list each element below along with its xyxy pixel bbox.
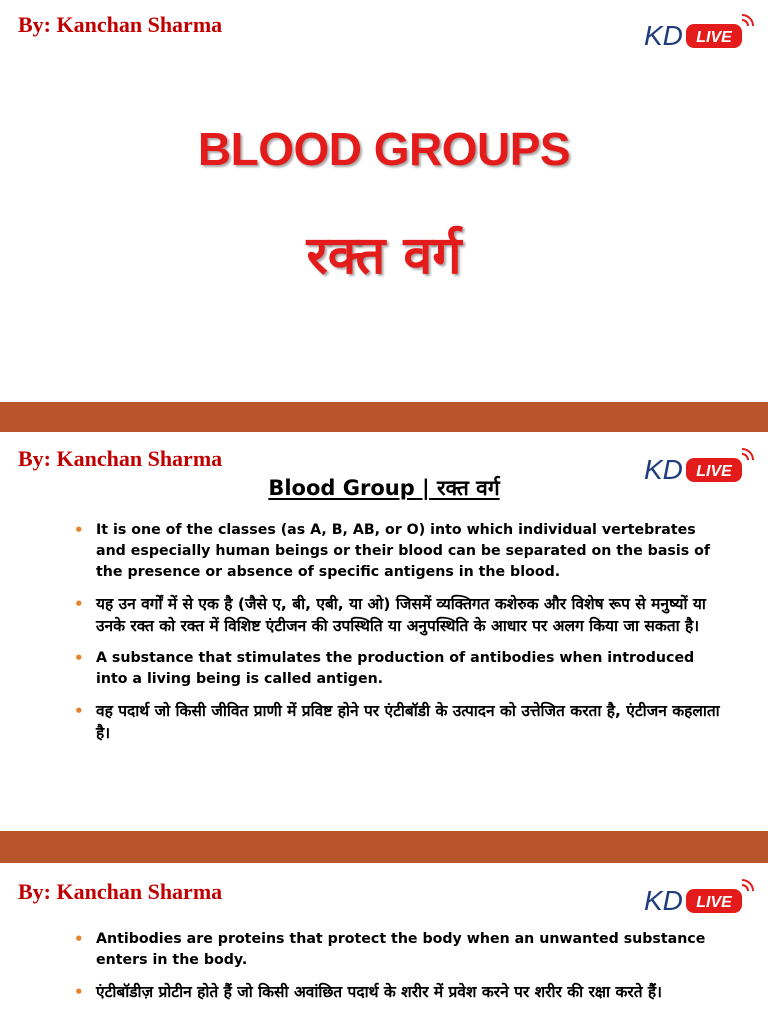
list-item: • Antibodies are proteins that protect the body when an unwanted substance enters in the body. <box>70 929 720 971</box>
list-item: • यह उन वर्गों में से एक है (जैसे ए, बी, एबी, या ओ) जिसमें व्यक्तिगत कशेरुक और विशेष रूप से मनुष्यों या उनके रक्त को रक्त में विशिष्ट एंटीजन की उपस्थिति या अनुपस्थिति के आधार पर अलग किया जा सकता है। <box>70 594 720 637</box>
author-label: By: Kanchan Sharma <box>18 879 223 904</box>
title-english: BLOOD GROUPS <box>197 123 571 175</box>
logo-live-text: LIVE <box>696 463 732 480</box>
slide-title <box>0 0 768 402</box>
kd-letters-icon: KD <box>644 20 683 51</box>
title-hindi: रक्त वर्ग <box>306 226 462 286</box>
bullet-list <box>70 929 720 1015</box>
slide-separator <box>0 402 768 432</box>
author-label: By: Kanchan Sharma <box>18 12 223 37</box>
kd-letters-icon: KD <box>644 454 683 485</box>
slide-definition <box>0 432 768 831</box>
list-item: • एंटीबॉडीज़ प्रोटीन होते हैं जो किसी अवांछित पदार्थ के शरीर में प्रवेश करने पर शरीर की रक्षा करते हैं। <box>70 982 720 1004</box>
logo-live-text: LIVE <box>696 894 732 911</box>
slide-separator <box>0 831 768 863</box>
section-heading-text: Blood Group | रक्त वर्ग <box>268 476 500 500</box>
list-item: • It is one of the classes (as A, B, AB, or O) into which individual vertebrates and especially human beings or their blood can be separated on the basis of the presence or absence of specific antigens in the blood. <box>70 520 720 583</box>
list-item: • A substance that stimulates the production of antibodies when introduced into a living being is called antigen. <box>70 648 720 690</box>
section-heading <box>0 474 768 502</box>
list-item: • वह पदार्थ जो किसी जीवित प्राणी में प्रविष्ट होने पर एंटीबॉडी के उत्पादन को उत्तेजित करता है, एंटीजन कहलाता है। <box>70 701 720 744</box>
slide-antibodies <box>0 863 768 1024</box>
kd-letters-icon: KD <box>644 885 683 916</box>
kd-live-logo <box>642 877 754 917</box>
kd-live-logo <box>642 12 754 52</box>
logo-live-text: LIVE <box>696 29 732 46</box>
bullet-list <box>70 520 720 755</box>
author-label: By: Kanchan Sharma <box>18 446 223 471</box>
